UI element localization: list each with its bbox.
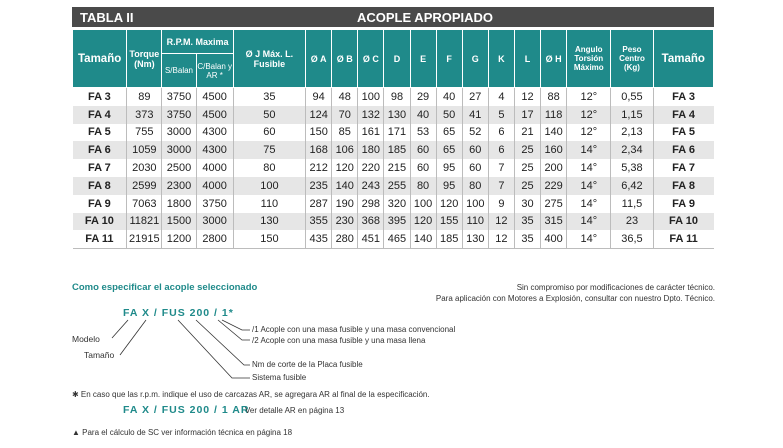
cell-g: 60	[462, 159, 488, 177]
cell-tamano: FA 8	[73, 177, 127, 195]
cell-e: 60	[410, 159, 436, 177]
cell-angulo: 14°	[567, 195, 611, 213]
cell-d: 255	[384, 177, 410, 195]
cell-d: 98	[384, 88, 410, 106]
cell-g: 60	[462, 141, 488, 159]
cell-a: 355	[306, 213, 332, 231]
cell-f: 40	[436, 88, 462, 106]
cell-rpm-sbalan: 3000	[162, 141, 196, 159]
cell-rpm-cbalan: 4300	[196, 124, 233, 142]
cell-c: 243	[358, 177, 384, 195]
header-h: Ø H	[541, 30, 567, 88]
cell-e: 120	[410, 213, 436, 231]
cell-b: 190	[332, 195, 358, 213]
cell-torque: 7063	[127, 195, 162, 213]
cell-a: 435	[306, 230, 332, 248]
howto-heading: Como especificar el acople seleccionado	[72, 282, 258, 293]
cell-rpm-cbalan: 4000	[196, 159, 233, 177]
cell-d: 185	[384, 141, 410, 159]
footnote-sc: ▲ Para el cálculo de SC ver información técnica en página 18	[72, 428, 293, 437]
label-modelo: Modelo	[72, 334, 100, 344]
cell-torque: 373	[127, 106, 162, 124]
cell-d: 215	[384, 159, 410, 177]
cell-torque: 11821	[127, 213, 162, 231]
cell-c: 132	[358, 106, 384, 124]
cell-e: 140	[410, 230, 436, 248]
cell-rpm-sbalan: 2300	[162, 177, 196, 195]
cell-a: 212	[306, 159, 332, 177]
cell-a: 235	[306, 177, 332, 195]
cell-f: 95	[436, 177, 462, 195]
cell-g: 27	[462, 88, 488, 106]
cell-f: 185	[436, 230, 462, 248]
header-b: Ø B	[332, 30, 358, 88]
cell-b: 120	[332, 159, 358, 177]
cell-peso: 2,13	[611, 124, 653, 142]
cell-peso: 23	[611, 213, 653, 231]
header-l: L	[514, 30, 540, 88]
cell-k: 6	[488, 124, 514, 142]
cell-b: 280	[332, 230, 358, 248]
cell-tamano: FA 6	[73, 141, 127, 159]
cell-l: 17	[514, 106, 540, 124]
cell-rpm-sbalan: 2500	[162, 159, 196, 177]
cell-tamano: FA 3	[73, 88, 127, 106]
cell-e: 80	[410, 177, 436, 195]
cell-rpm-cbalan: 4000	[196, 177, 233, 195]
cell-c: 220	[358, 159, 384, 177]
cell-c: 451	[358, 230, 384, 248]
cell-rpm-sbalan: 1200	[162, 230, 196, 248]
cell-d: 171	[384, 124, 410, 142]
cell-b: 85	[332, 124, 358, 142]
cell-g: 110	[462, 213, 488, 231]
header-torque: Torque (Nm)	[127, 30, 162, 88]
cell-f: 155	[436, 213, 462, 231]
cell-torque: 2599	[127, 177, 162, 195]
cell-tamano-right: FA 9	[653, 195, 713, 213]
cell-peso: 36,5	[611, 230, 653, 248]
cell-tamano: FA 5	[73, 124, 127, 142]
cell-diam-j: 60	[233, 124, 305, 142]
cell-torque: 2030	[127, 159, 162, 177]
cell-b: 106	[332, 141, 358, 159]
cell-h: 88	[541, 88, 567, 106]
cell-l: 25	[514, 141, 540, 159]
cell-h: 275	[541, 195, 567, 213]
cell-g: 52	[462, 124, 488, 142]
header-a: Ø A	[306, 30, 332, 88]
cell-f: 65	[436, 141, 462, 159]
cell-tamano-right: FA 4	[653, 106, 713, 124]
cell-rpm-cbalan: 3000	[196, 213, 233, 231]
cell-angulo: 14°	[567, 141, 611, 159]
cell-k: 12	[488, 230, 514, 248]
cell-rpm-cbalan: 2800	[196, 230, 233, 248]
header-c: Ø C	[358, 30, 384, 88]
cell-rpm-sbalan: 3750	[162, 106, 196, 124]
header-tamano-right: Tamaño	[653, 30, 713, 88]
cell-d: 130	[384, 106, 410, 124]
header-angulo: Angulo Torsión Máximo	[567, 30, 611, 88]
cell-e: 100	[410, 195, 436, 213]
cell-rpm-cbalan: 4500	[196, 106, 233, 124]
cell-peso: 0,55	[611, 88, 653, 106]
cell-a: 287	[306, 195, 332, 213]
cell-k: 7	[488, 177, 514, 195]
header-diam-j: Ø J Máx. L. Fusible	[233, 30, 305, 88]
cell-c: 161	[358, 124, 384, 142]
cell-tamano: FA 9	[73, 195, 127, 213]
cell-k: 12	[488, 213, 514, 231]
cell-e: 60	[410, 141, 436, 159]
cell-diam-j: 110	[233, 195, 305, 213]
code-ar-note: Ver detalle AR en página 13	[245, 406, 345, 415]
cell-b: 48	[332, 88, 358, 106]
label-tamano: Tamaño	[84, 350, 115, 360]
cell-e: 53	[410, 124, 436, 142]
cell-f: 120	[436, 195, 462, 213]
cell-rpm-cbalan: 3750	[196, 195, 233, 213]
cell-e: 40	[410, 106, 436, 124]
cell-diam-j: 50	[233, 106, 305, 124]
cell-d: 320	[384, 195, 410, 213]
cell-e: 29	[410, 88, 436, 106]
cell-l: 35	[514, 213, 540, 231]
cell-a: 94	[306, 88, 332, 106]
cell-tamano-right: FA 7	[653, 159, 713, 177]
header-rpm-sbalan: S/Balan	[162, 54, 196, 88]
cell-c: 180	[358, 141, 384, 159]
cell-diam-j: 35	[233, 88, 305, 106]
cell-rpm-cbalan: 4500	[196, 88, 233, 106]
legend-option-1: /1 Acople con una masa fusible y una masa convencional	[252, 325, 456, 334]
cell-tamano-right: FA 8	[653, 177, 713, 195]
cell-l: 25	[514, 159, 540, 177]
header-rpm-cbalan: C/Balan y AR *	[196, 54, 233, 88]
header-g: G	[462, 30, 488, 88]
cell-rpm-sbalan: 3000	[162, 124, 196, 142]
cell-a: 168	[306, 141, 332, 159]
cell-rpm-sbalan: 1500	[162, 213, 196, 231]
cell-c: 100	[358, 88, 384, 106]
cell-tamano: FA 4	[73, 106, 127, 124]
cell-k: 5	[488, 106, 514, 124]
cell-diam-j: 75	[233, 141, 305, 159]
header-peso: Peso Centro (Kg)	[611, 30, 653, 88]
cell-angulo: 12°	[567, 106, 611, 124]
cell-peso: 5,38	[611, 159, 653, 177]
cell-h: 229	[541, 177, 567, 195]
cell-peso: 11,5	[611, 195, 653, 213]
cell-g: 80	[462, 177, 488, 195]
cell-angulo: 12°	[567, 88, 611, 106]
legend-option-2: /2 Acople con una masa fusible y una masa llena	[252, 336, 426, 345]
cell-k: 6	[488, 141, 514, 159]
cell-d: 465	[384, 230, 410, 248]
cell-torque: 21915	[127, 230, 162, 248]
cell-diam-j: 80	[233, 159, 305, 177]
cell-g: 41	[462, 106, 488, 124]
cell-rpm-cbalan: 4300	[196, 141, 233, 159]
header-f: F	[436, 30, 462, 88]
cell-k: 9	[488, 195, 514, 213]
cell-angulo: 14°	[567, 230, 611, 248]
cell-tamano-right: FA 6	[653, 141, 713, 159]
cell-angulo: 14°	[567, 159, 611, 177]
cell-h: 160	[541, 141, 567, 159]
header-k: K	[488, 30, 514, 88]
cell-c: 368	[358, 213, 384, 231]
legend-shear-nm: Nm de corte de la Placa fusible	[252, 360, 363, 369]
cell-h: 118	[541, 106, 567, 124]
cell-angulo: 12°	[567, 124, 611, 142]
cell-tamano-right: FA 11	[653, 230, 713, 248]
cell-torque: 89	[127, 88, 162, 106]
cell-d: 395	[384, 213, 410, 231]
cell-h: 315	[541, 213, 567, 231]
cell-k: 4	[488, 88, 514, 106]
cell-b: 230	[332, 213, 358, 231]
cell-peso: 6,42	[611, 177, 653, 195]
cell-g: 100	[462, 195, 488, 213]
cell-h: 400	[541, 230, 567, 248]
cell-diam-j: 150	[233, 230, 305, 248]
cell-peso: 2,34	[611, 141, 653, 159]
table-title: ACOPLE APROPIADO	[357, 10, 494, 25]
cell-torque: 1059	[127, 141, 162, 159]
header-e: E	[410, 30, 436, 88]
cell-rpm-sbalan: 3750	[162, 88, 196, 106]
note-combustion-engines: Para aplicación con Motores a Explosión, consultar con nuestro Dpto. Técnico.	[435, 294, 715, 303]
cell-tamano-right: FA 3	[653, 88, 713, 106]
cell-k: 7	[488, 159, 514, 177]
cell-g: 130	[462, 230, 488, 248]
header-d: D	[384, 30, 410, 88]
cell-c: 298	[358, 195, 384, 213]
cell-f: 65	[436, 124, 462, 142]
cell-h: 200	[541, 159, 567, 177]
header-tamano: Tamaño	[73, 30, 127, 88]
cell-tamano: FA 7	[73, 159, 127, 177]
cell-tamano: FA 10	[73, 213, 127, 231]
cell-tamano-right: FA 5	[653, 124, 713, 142]
cell-angulo: 14°	[567, 213, 611, 231]
cell-f: 50	[436, 106, 462, 124]
cell-tamano: FA 11	[73, 230, 127, 248]
legend-fuse-system: Sistema fusible	[252, 373, 307, 382]
cell-h: 140	[541, 124, 567, 142]
cell-peso: 1,15	[611, 106, 653, 124]
cell-l: 30	[514, 195, 540, 213]
cell-tamano-right: FA 10	[653, 213, 713, 231]
cell-a: 124	[306, 106, 332, 124]
code-example: FA X / FUS 200 / 1*	[123, 307, 234, 319]
footnote-ar: ✱ En caso que las r.p.m. indique el uso de carcazas AR, se agregara AR al final de la especificación.	[72, 390, 430, 399]
note-no-commitment: Sin compromiso por modificaciones de carácter técnico.	[516, 283, 715, 292]
cell-rpm-sbalan: 1800	[162, 195, 196, 213]
cell-l: 25	[514, 177, 540, 195]
cell-angulo: 14°	[567, 177, 611, 195]
cell-diam-j: 130	[233, 213, 305, 231]
table-number: TABLA II	[80, 10, 134, 25]
cell-f: 95	[436, 159, 462, 177]
cell-b: 140	[332, 177, 358, 195]
cell-l: 12	[514, 88, 540, 106]
cell-l: 35	[514, 230, 540, 248]
cell-diam-j: 100	[233, 177, 305, 195]
cell-torque: 755	[127, 124, 162, 142]
code-example-ar: FA X / FUS 200 / 1 AR	[123, 404, 250, 416]
cell-b: 70	[332, 106, 358, 124]
cell-l: 21	[514, 124, 540, 142]
cell-a: 150	[306, 124, 332, 142]
header-rpm: R.P.M. Maxima	[162, 30, 233, 54]
